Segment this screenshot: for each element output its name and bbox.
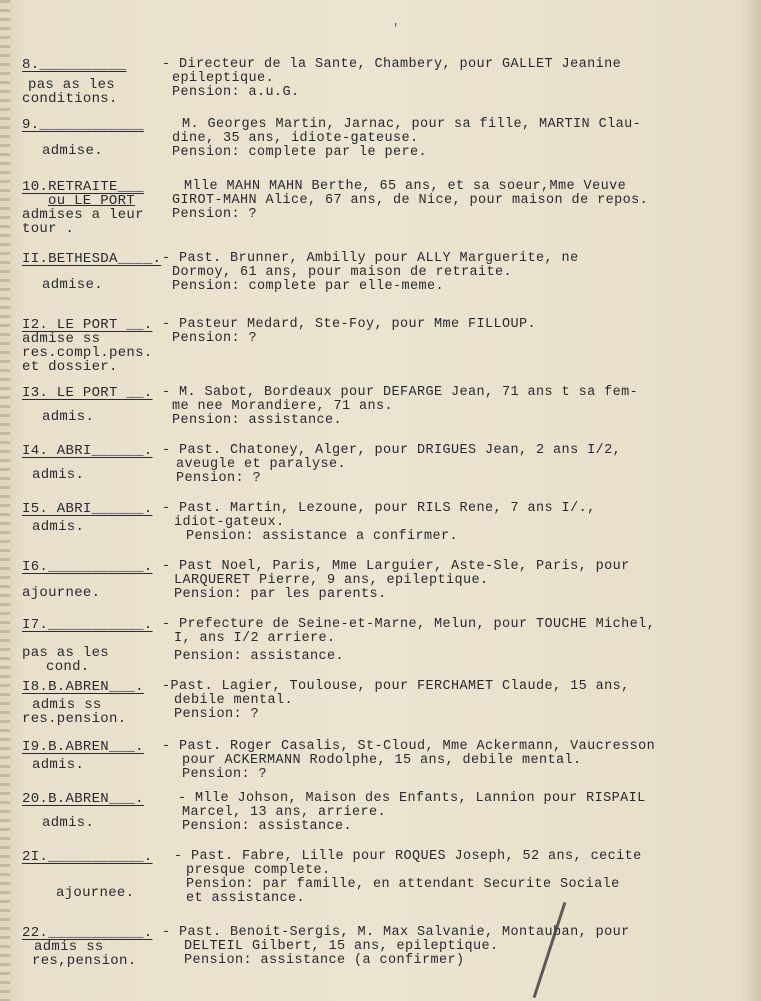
- entry-left: [22, 618, 162, 674]
- entry-status: admis.: [42, 409, 95, 425]
- entry-status: admis.: [32, 757, 85, 773]
- entry-body: [162, 502, 752, 544]
- entry-status: et dossier.: [22, 359, 118, 375]
- entry-status: admis.: [32, 519, 85, 535]
- top-mark: ': [392, 22, 400, 36]
- entry-number: II.BETHESDA____.: [22, 251, 162, 267]
- entry-body: [162, 118, 752, 160]
- entry-number: I8.B.ABREN___.: [22, 679, 144, 695]
- entry-left: [22, 560, 162, 600]
- entry-line: Pension: a.u.G.: [172, 85, 300, 100]
- entry-status: admis ss: [34, 939, 104, 955]
- entry-body: [162, 740, 752, 782]
- entry-line: - M. Sabot, Bordeaux pour DEFARGE Jean, 71 ans t sa fem-: [162, 385, 639, 400]
- entry-line: aveugle et paralyse.: [176, 457, 347, 472]
- entry-body: [162, 926, 752, 968]
- entry-line: Marcel, 13 ans, arriere.: [182, 805, 387, 820]
- entry-line: - Prefecture de Seine-et-Marne, Melun, pour TOUCHE Michel,: [162, 617, 656, 632]
- entry-status: pas as les: [28, 77, 116, 93]
- entry-line: Pension: assistance.: [174, 649, 345, 664]
- entry-line: I, ans I/2 arriere.: [174, 631, 336, 646]
- entry-line: dine, 35 ans, idiote-gateuse.: [172, 131, 419, 146]
- entry-line: Pension: ?: [176, 471, 262, 486]
- entry-line: - Past. Roger Casalis, St-Cloud, Mme Ackermann, Vaucresson: [162, 739, 656, 754]
- entry-status: admis.: [42, 815, 95, 831]
- entry-line: Dormoy, 61 ans, pour maison de retraite.: [172, 265, 513, 280]
- entry-left: [22, 792, 162, 830]
- entry-number: I6.___________.: [22, 559, 153, 575]
- entry-line: debile mental.: [174, 693, 294, 708]
- entry-line: idiot-gateux.: [174, 515, 285, 530]
- entry-body: [162, 180, 752, 222]
- entry-line: - Past. Fabre, Lille pour ROQUES Joseph, 52 ans, cecite: [174, 849, 642, 864]
- entry-status: res.pension.: [22, 711, 127, 727]
- entry-status: admis ss: [32, 697, 102, 713]
- entry-body: [162, 58, 752, 100]
- entry-line: -Past. Lagier, Toulouse, pour FERCHAMET Claude, 15 ans,: [162, 679, 630, 694]
- entry-line: me nee Morandiere, 71 ans.: [172, 399, 394, 414]
- entry-body: [162, 318, 752, 346]
- entry-status: res,pension.: [32, 953, 137, 969]
- entry-number: I3. LE PORT __.: [22, 385, 153, 401]
- entry-line: Pension: assistance.: [182, 819, 353, 834]
- entry-left: [22, 926, 162, 968]
- entry-line: M. Georges Martin, Jarnac, pour sa fille, MARTIN Clau-: [182, 117, 642, 132]
- entry-status: cond.: [46, 659, 90, 675]
- entry-line: GIROT-MAHN Alice, 67 ans, de Nice, pour maison de repos.: [172, 193, 649, 208]
- entry-line: Pension: par les parents.: [174, 587, 387, 602]
- entry-number: I9.B.ABREN___.: [22, 739, 144, 755]
- entry-line: DELTEIL Gilbert, 15 ans, epileptique.: [184, 939, 499, 954]
- entry-line: - Past Noel, Paris, Mme Larguier, Aste-Sle, Paris, pour: [162, 559, 630, 574]
- entry-line: LARQUERET Pierre, 9 ans, epileptique.: [174, 573, 489, 588]
- entry-left: [22, 58, 162, 106]
- entry-left: [22, 680, 162, 726]
- entry-status: pas as les: [22, 645, 110, 661]
- entry-line: - Pasteur Medard, Ste-Foy, pour Mme FILLOUP.: [162, 317, 537, 332]
- entry-line: Pension: ?: [182, 767, 268, 782]
- entry-number: 22.___________.: [22, 925, 153, 941]
- entry-number: I7.___________.: [22, 617, 153, 633]
- entry-number: I2. LE PORT __.: [22, 317, 153, 333]
- entry-number: 10.RETRAITE___: [22, 179, 144, 195]
- entry-number: I4. ABRI______.: [22, 443, 153, 459]
- entry-line: Pension: complete par le pere.: [172, 145, 428, 160]
- entry-status: ou LE PORT: [48, 193, 136, 209]
- entry-body: [162, 252, 752, 294]
- entry-left: [22, 502, 162, 534]
- entry-line: - Mlle Johson, Maison des Enfants, Lannion pour RISPAIL: [178, 791, 646, 806]
- entry-body: [162, 850, 752, 906]
- entry-left: [22, 180, 162, 236]
- entry-left: [22, 850, 162, 900]
- entry-line: Pension: ?: [172, 331, 258, 346]
- entry-left: [22, 318, 162, 374]
- entry-body: [162, 792, 752, 834]
- entry-status: tour .: [22, 221, 75, 237]
- entry-status: admis.: [32, 467, 85, 483]
- entry-line: pour ACKERMANN Rodolphe, 15 ans, debile mental.: [182, 753, 582, 768]
- entry-left: [22, 444, 162, 482]
- entry-line: Pension: assistance.: [172, 413, 343, 428]
- entry-number: 9.____________: [22, 117, 144, 133]
- entry-body: [162, 386, 752, 428]
- entry-number: 2I.___________.: [22, 849, 153, 865]
- entry-status: admise.: [42, 277, 103, 293]
- entry-status: admise.: [42, 143, 103, 159]
- entry-line: Pension: assistance (a confirmer): [184, 953, 465, 968]
- entry-line: Mlle MAHN MAHN Berthe, 65 ans, et sa soeur,Mme Veuve: [184, 179, 627, 194]
- binding-holes: [0, 0, 10, 1001]
- entry-status: res.compl.pens.: [22, 345, 153, 361]
- entry-line: - Directeur de la Sante, Chambery, pour GALLET Jeanine: [162, 57, 622, 72]
- entry-status: ajournee.: [56, 885, 135, 901]
- entry-line: - Past. Benoit-Sergis, M. Max Salvanie, Montauban, pour: [162, 925, 630, 940]
- entry-line: Pension: complete par elle-meme.: [172, 279, 445, 294]
- entry-line: Pension: par famille, en attendant Securite Sociale: [186, 877, 620, 892]
- entry-body: [162, 680, 752, 722]
- entry-body: [162, 444, 752, 486]
- entry-line: Pension: ?: [172, 207, 258, 222]
- entry-line: - Past. Chatoney, Alger, pour DRIGUES Jean, 2 ans I/2,: [162, 443, 622, 458]
- entry-number: 8.__________: [22, 57, 127, 73]
- entry-left: [22, 252, 162, 292]
- entry-line: et assistance.: [186, 891, 306, 906]
- entry-line: presque complete.: [186, 863, 331, 878]
- entry-body: [162, 618, 752, 664]
- entry-line: Pension: assistance a confirmer.: [186, 529, 459, 544]
- entry-number: 20.B.ABREN___.: [22, 791, 144, 807]
- entry-line: - Past. Brunner, Ambilly pour ALLY Marguerite, ne: [162, 251, 579, 266]
- entry-status: conditions.: [22, 91, 118, 107]
- entry-line: - Past. Martin, Lezoune, pour RILS Rene, 7 ans I/.,: [162, 501, 596, 516]
- entry-body: [162, 560, 752, 602]
- entry-left: [22, 118, 162, 158]
- entry-status: admises a leur: [22, 207, 144, 223]
- entry-status: ajournee.: [22, 585, 101, 601]
- entry-status: admise ss: [22, 331, 101, 347]
- entry-line: epileptique.: [172, 71, 275, 86]
- entry-left: [22, 740, 162, 772]
- entry-line: Pension: ?: [174, 707, 260, 722]
- entry-number: I5. ABRI______.: [22, 501, 153, 517]
- entry-left: [22, 386, 162, 424]
